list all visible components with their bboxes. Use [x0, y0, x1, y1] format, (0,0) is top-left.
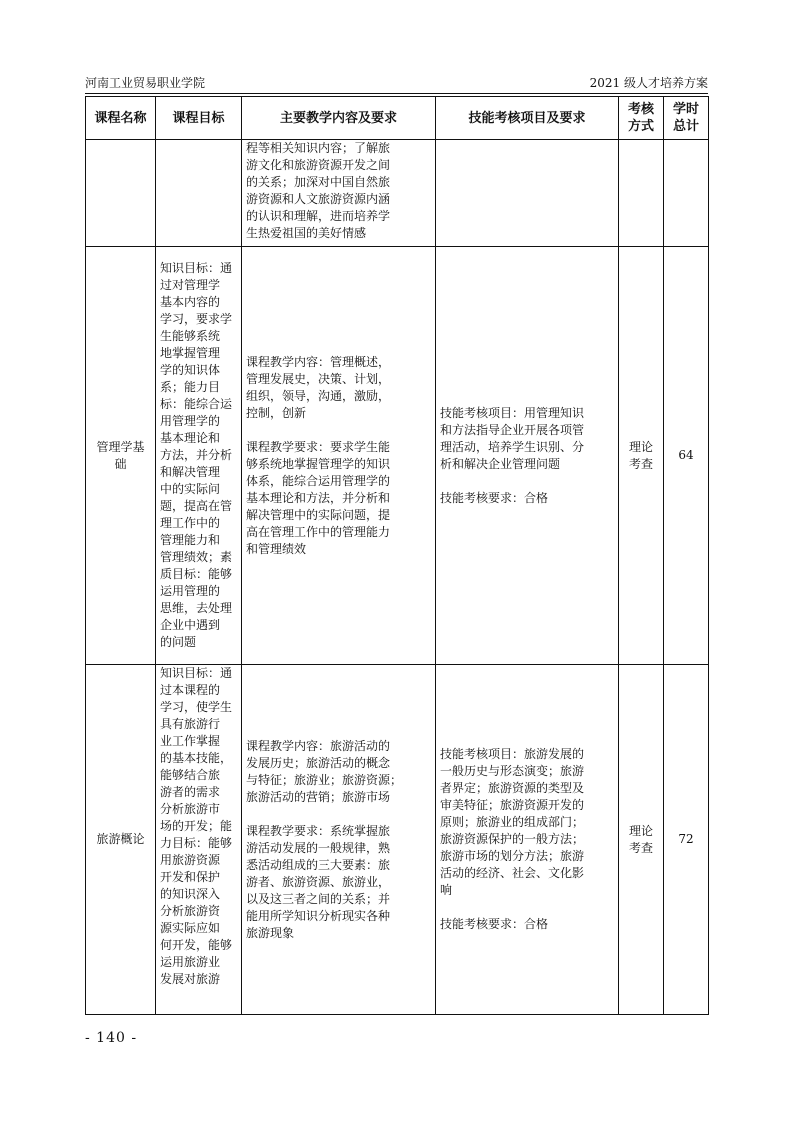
assessment-method-cell: 理论 考查 — [619, 665, 664, 1015]
content-requirement-text: 课程教学要求：系统掌握旅 游活动发展的一般规律，熟 悉活动组成的三大要素：旅 游者、旅游资源、旅游业， 以及这三者之间的关系；并 能用所学知识分析现实各种 旅游现象 — [246, 823, 391, 940]
course-goal-cell: 知识目标：通 过本课程的 学习，使学生 具有旅游行 业工作掌握 的基本技能， 能够结合旅 游者的需求 分析旅游市 场的开发；能 力目标：能够 用旅游资源 开发和保护 的知识深入 分析旅游资 源实际应如 何开发，能够 运用旅游业 发展对旅游 — [156, 665, 242, 1015]
total-hours-cell — [664, 140, 709, 247]
content-text: 程等相关知识内容；了解旅 游文化和旅游资源开发之间 的关系；加深对中国自然旅 游资源和人文旅游资源内涵 的认识和理解，进而培养学 生热爱祖国的美好情感 — [246, 141, 391, 240]
col-header-content: 主要教学内容及要求 — [242, 97, 436, 140]
skill-requirement-text: 技能考核要求：合格 — [440, 917, 549, 931]
skill-item-text: 技能考核项目：用管理知识 和方法指导企业开展各项管 理活动，培养学生识别、分 析和解决企业管理问题 — [440, 405, 585, 471]
course-content-cell — [242, 665, 436, 1015]
assessment-method-cell: 理论 考查 — [619, 247, 664, 665]
content-text: 课程教学内容：旅游活动的 发展历史；旅游活动的概念 与特征；旅游业；旅游资源； 旅游活动的营销；旅游市场 — [246, 738, 403, 804]
col-header-goal: 课程目标 — [156, 97, 242, 140]
header-divider — [85, 93, 708, 94]
course-name-cell: 旅游概论 — [86, 665, 156, 1015]
col-header-name: 课程名称 — [86, 97, 156, 140]
table-row — [86, 247, 709, 665]
course-goal-cell: 知识目标：通 过对管理学 基本内容的 学习，要求学 生能够系统 地掌握管理 学的知识体 系；能力目 标：能综合运 用管理学的 基本理论和 方法，并分析 和解决管理 中的实际问 题，提高在管 理工作中的 管理能力和 管理绩效；素 质目标：能够 运用管理的 思维，去处理 企业中遇到 的问题 — [156, 247, 242, 665]
content-text: 课程教学内容：管理概述， 管理发展史，决策、计划， 组织，领导，沟通，激励， 控制，创新 — [246, 354, 391, 420]
school-name: 河南工业贸易职业学院 — [85, 76, 206, 90]
course-name-cell: 管理学基 础 — [86, 247, 156, 665]
total-hours-cell: 64 — [664, 247, 709, 665]
skill-cell — [436, 140, 619, 247]
course-content-cell — [242, 247, 436, 665]
col-header-method: 考核 方式 — [619, 97, 664, 140]
table-row — [86, 665, 709, 1015]
skill-requirement-text: 技能考核要求：合格 — [440, 490, 549, 505]
course-name-cell — [86, 140, 156, 247]
col-header-hours: 学时 总计 — [664, 97, 709, 140]
total-hours-cell: 72 — [664, 665, 709, 1015]
course-content-cell — [242, 140, 436, 247]
course-table — [85, 96, 709, 1015]
course-goal-cell — [156, 140, 242, 247]
assessment-method-cell — [619, 140, 664, 247]
plan-title: 2021 级人才培养方案 — [589, 76, 708, 90]
page-header — [85, 74, 708, 92]
table-row — [86, 140, 709, 247]
skill-cell — [436, 247, 619, 665]
table-header-row — [86, 97, 709, 140]
col-header-skill: 技能考核项目及要求 — [436, 97, 619, 140]
content-requirement-text: 课程教学要求：要求学生能 够系统地掌握管理学的知识 体系，能综合运用管理学的 基本理论和方法，并分析和 解决管理中的实际问题，提 高在管理工作中的管理能力 和管理绩效 — [246, 439, 391, 556]
skill-item-text: 技能考核项目：旅游发展的 一般历史与形态演变；旅游 者界定；旅游资源的类型及 审美特征；旅游资源开发的 原则；旅游业的组成部门； 旅游资源保护的一般方法； 旅游市场的划分方法；旅游 活动的经济、社会、文化影 响 — [440, 747, 585, 897]
page-number: - 140 - — [85, 1030, 138, 1046]
skill-cell — [436, 665, 619, 1015]
